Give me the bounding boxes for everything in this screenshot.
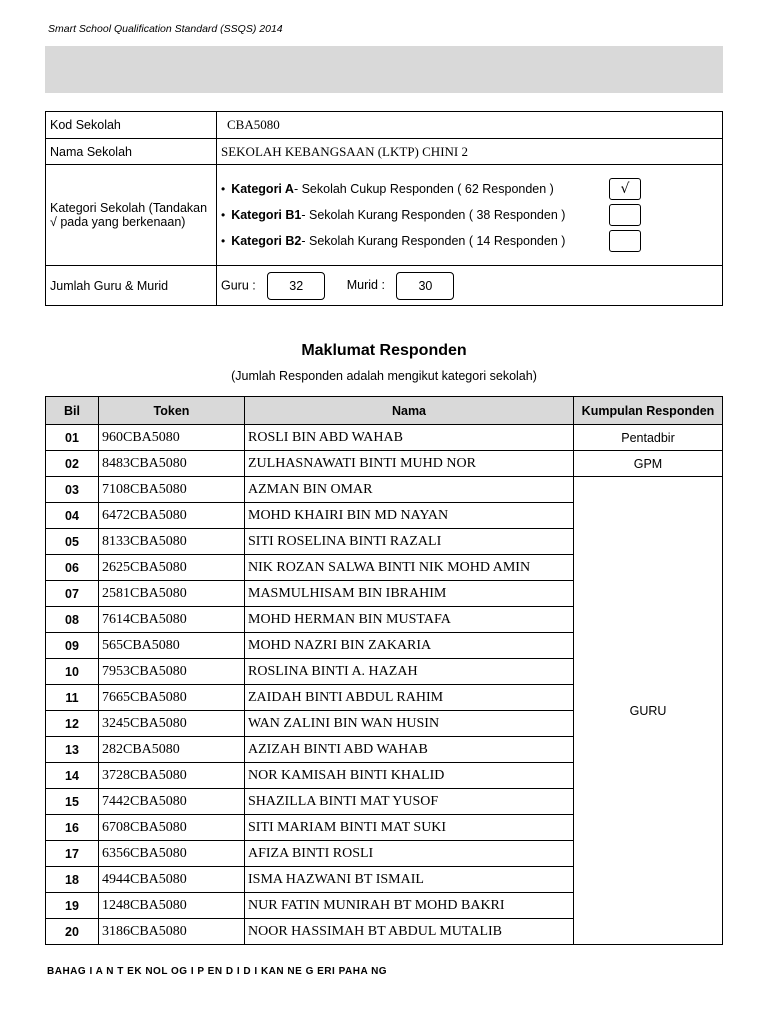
header-kumpulan: Kumpulan Responden — [574, 397, 723, 425]
row-bil: 19 — [46, 893, 99, 919]
row-token: 282CBA5080 — [99, 737, 245, 763]
row-nama: AZMAN BIN OMAR — [245, 477, 574, 503]
row-kumpulan-guru: GURU — [574, 477, 723, 945]
nama-sekolah-label: Nama Sekolah — [46, 139, 217, 165]
nama-sekolah-value: SEKOLAH KEBANGSAAN (LKTP) CHINI 2 — [217, 139, 723, 165]
row-nama: NIK ROZAN SALWA BINTI NIK MOHD AMIN — [245, 555, 574, 581]
row-token: 2581CBA5080 — [99, 581, 245, 607]
row-bil: 14 — [46, 763, 99, 789]
row-bil: 18 — [46, 867, 99, 893]
row-bil: 05 — [46, 529, 99, 555]
respondent-table — [45, 396, 723, 945]
row-token: 8483CBA5080 — [99, 451, 245, 477]
category-name: Kategori A — [231, 182, 294, 196]
row-token: 4944CBA5080 — [99, 867, 245, 893]
bullet-icon: • — [221, 234, 226, 248]
row-bil: 07 — [46, 581, 99, 607]
row-bil: 17 — [46, 841, 99, 867]
category-name: Kategori B2 — [231, 234, 302, 248]
table-row — [46, 425, 723, 451]
category-desc: - Sekolah Cukup Responden ( 62 Responden ) — [293, 182, 554, 196]
category-desc: - Sekolah Kurang Responden ( 38 Responden ) — [301, 208, 566, 222]
section-title: Maklumat Responden — [301, 342, 467, 359]
row-token: 6472CBA5080 — [99, 503, 245, 529]
guru-label: Guru : — [221, 277, 256, 292]
category-checkbox[interactable] — [609, 230, 641, 252]
row-nama: ISMA HAZWANI BT ISMAIL — [245, 867, 574, 893]
row-bil: 08 — [46, 607, 99, 633]
row-token: 1248CBA5080 — [99, 893, 245, 919]
section-subtitle: (Jumlah Responden adalah mengikut kategori sekolah) — [231, 369, 537, 383]
school-info-table — [45, 111, 723, 306]
row-nama: NOOR HASSIMAH BT ABDUL MUTALIB — [245, 919, 574, 945]
row-token: 3245CBA5080 — [99, 711, 245, 737]
table-row — [46, 451, 723, 477]
row-token: 8133CBA5080 — [99, 529, 245, 555]
row-nama: AFIZA BINTI ROSLI — [245, 841, 574, 867]
category-name: Kategori B1 — [231, 208, 302, 222]
guru-count[interactable]: 32 — [267, 272, 325, 300]
row-bil: 02 — [46, 451, 99, 477]
category-option-b1 — [221, 202, 718, 228]
table-row — [46, 477, 723, 503]
kategori-options — [217, 165, 723, 266]
bullet-icon: • — [221, 208, 226, 222]
row-nama: NOR KAMISAH BINTI KHALID — [245, 763, 574, 789]
category-option-b2 — [221, 228, 718, 254]
row-bil: 12 — [46, 711, 99, 737]
row-nama: MOHD HERMAN BIN MUSTAFA — [245, 607, 574, 633]
category-checkbox[interactable]: √ — [609, 178, 641, 200]
kod-sekolah-label: Kod Sekolah — [46, 112, 217, 139]
row-nama: SITI ROSELINA BINTI RAZALI — [245, 529, 574, 555]
row-token: 7665CBA5080 — [99, 685, 245, 711]
row-nama: MOHD KHAIRI BIN MD NAYAN — [245, 503, 574, 529]
row-token: 7953CBA5080 — [99, 659, 245, 685]
row-token: 2625CBA5080 — [99, 555, 245, 581]
row-nama: SITI MARIAM BINTI MAT SUKI — [245, 815, 574, 841]
row-token: 3186CBA5080 — [99, 919, 245, 945]
row-bil: 04 — [46, 503, 99, 529]
row-nama: ZULHASNAWATI BINTI MUHD NOR — [245, 451, 574, 477]
row-token: 3728CBA5080 — [99, 763, 245, 789]
row-nama: MOHD NAZRI BIN ZAKARIA — [245, 633, 574, 659]
row-bil: 11 — [46, 685, 99, 711]
footer-text: BAHAG I A N T EK NOL OG I P EN D I D I KAN NE G ERI PAHA NG — [47, 966, 388, 977]
row-nama: SHAZILLA BINTI MAT YUSOF — [245, 789, 574, 815]
jumlah-label: Jumlah Guru & Murid — [46, 266, 217, 306]
header-token: Token — [99, 397, 245, 425]
row-bil: 13 — [46, 737, 99, 763]
row-nama: WAN ZALINI BIN WAN HUSIN — [245, 711, 574, 737]
row-nama: AZIZAH BINTI ABD WAHAB — [245, 737, 574, 763]
category-option-a — [221, 176, 718, 202]
murid-label: Murid : — [346, 277, 385, 292]
row-kumpulan: GPM — [574, 451, 723, 477]
row-token: 7442CBA5080 — [99, 789, 245, 815]
row-bil: 09 — [46, 633, 99, 659]
row-bil: 01 — [46, 425, 99, 451]
row-kumpulan: Pentadbir — [574, 425, 723, 451]
header-bil: Bil — [46, 397, 99, 425]
row-token: 6356CBA5080 — [99, 841, 245, 867]
row-token: 7108CBA5080 — [99, 477, 245, 503]
kategori-sekolah-label: Kategori Sekolah (Tandakan √ pada yang berkenaan) — [46, 165, 217, 266]
row-bil: 16 — [46, 815, 99, 841]
row-bil: 06 — [46, 555, 99, 581]
row-token: 960CBA5080 — [99, 425, 245, 451]
header-banner — [45, 46, 723, 93]
bullet-icon: • — [221, 182, 226, 196]
document-header: Smart School Qualification Standard (SSQS) 2014 — [48, 23, 283, 35]
jumlah-values — [217, 266, 723, 306]
row-nama: NUR FATIN MUNIRAH BT MOHD BAKRI — [245, 893, 574, 919]
header-nama: Nama — [245, 397, 574, 425]
row-bil: 20 — [46, 919, 99, 945]
row-bil: 10 — [46, 659, 99, 685]
row-nama: MASMULHISAM BIN IBRAHIM — [245, 581, 574, 607]
row-token: 6708CBA5080 — [99, 815, 245, 841]
category-desc: - Sekolah Kurang Responden ( 14 Responden ) — [301, 234, 566, 248]
row-bil: 03 — [46, 477, 99, 503]
murid-count[interactable]: 30 — [396, 272, 454, 300]
row-nama: ROSLINA BINTI A. HAZAH — [245, 659, 574, 685]
row-nama: ROSLI BIN ABD WAHAB — [245, 425, 574, 451]
row-bil: 15 — [46, 789, 99, 815]
row-token: 7614CBA5080 — [99, 607, 245, 633]
row-nama: ZAIDAH BINTI ABDUL RAHIM — [245, 685, 574, 711]
row-token: 565CBA5080 — [99, 633, 245, 659]
kod-sekolah-value: CBA5080 — [217, 112, 723, 139]
category-checkbox[interactable] — [609, 204, 641, 226]
